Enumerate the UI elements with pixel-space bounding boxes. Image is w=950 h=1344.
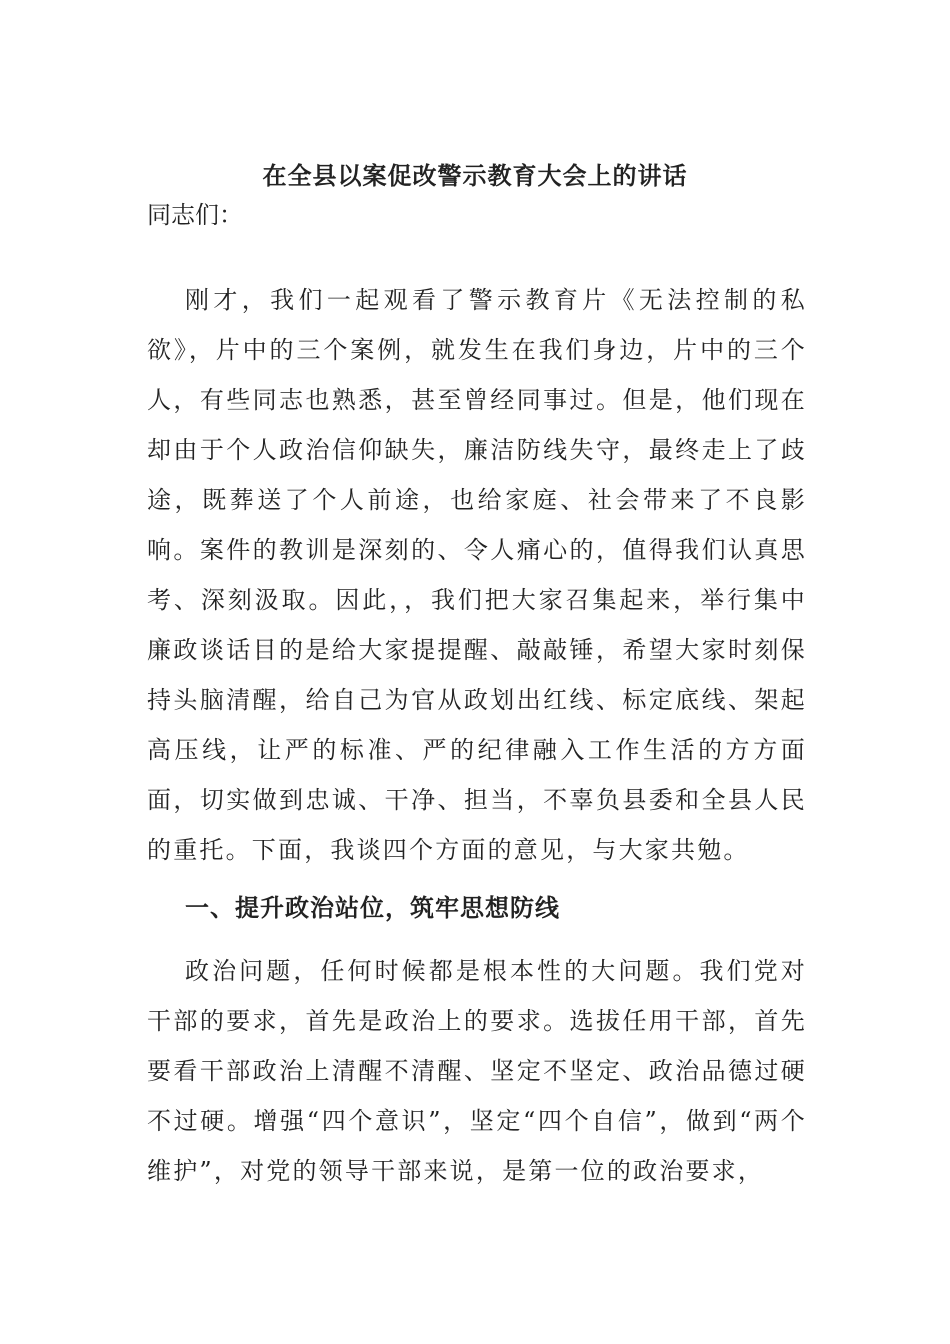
section-heading: 一、提升政治站位，筑牢思想防线 [185, 894, 560, 922]
section-paragraph: 政治问题，任何时候都是根本性的大问题。我们党对干部的要求，首先是政治上的要求。选拔任用干部，首先要看干部政治上清醒不清醒、坚定不坚定、政治品德过硬不过硬。增强“四个意识”，坚定“四个自信”，做到“两个维护”，对党的领导干部来说，是第一位的政治要求， [147, 957, 807, 1185]
body-paragraph: 刚才，我们一起观看了警示教育片《无法控制的私欲》，片中的三个案例，就发生在我们身边，片中的三个人，有些同志也熟悉，甚至曾经同事过。但是，他们现在却由于个人政治信仰缺失，廉洁防线失守，最终走上了歧途，既葬送了个人前途，也给家庭、社会带来了不良影响。案件的教训是深刻的、令人痛心的，值得我们认真思考、深刻汲取。因此，，我们把大家召集起来，举行集中廉政谈话目的是给大家提提醒、敲敲锤，希望大家时刻保持头脑清醒，给自己为官从政划出红线、标定底线、架起高压线，让严的标准、严的纪律融入工作生活的方方面面，切实做到忠诚、干净、担当，不辜负县委和全县人民的重托。下面，我谈四个方面的意见，与大家共勉。 [147, 286, 807, 864]
salutation: 同志们： [147, 201, 243, 229]
document-title: 在全县以案促改警示教育大会上的讲话 [262, 162, 688, 190]
